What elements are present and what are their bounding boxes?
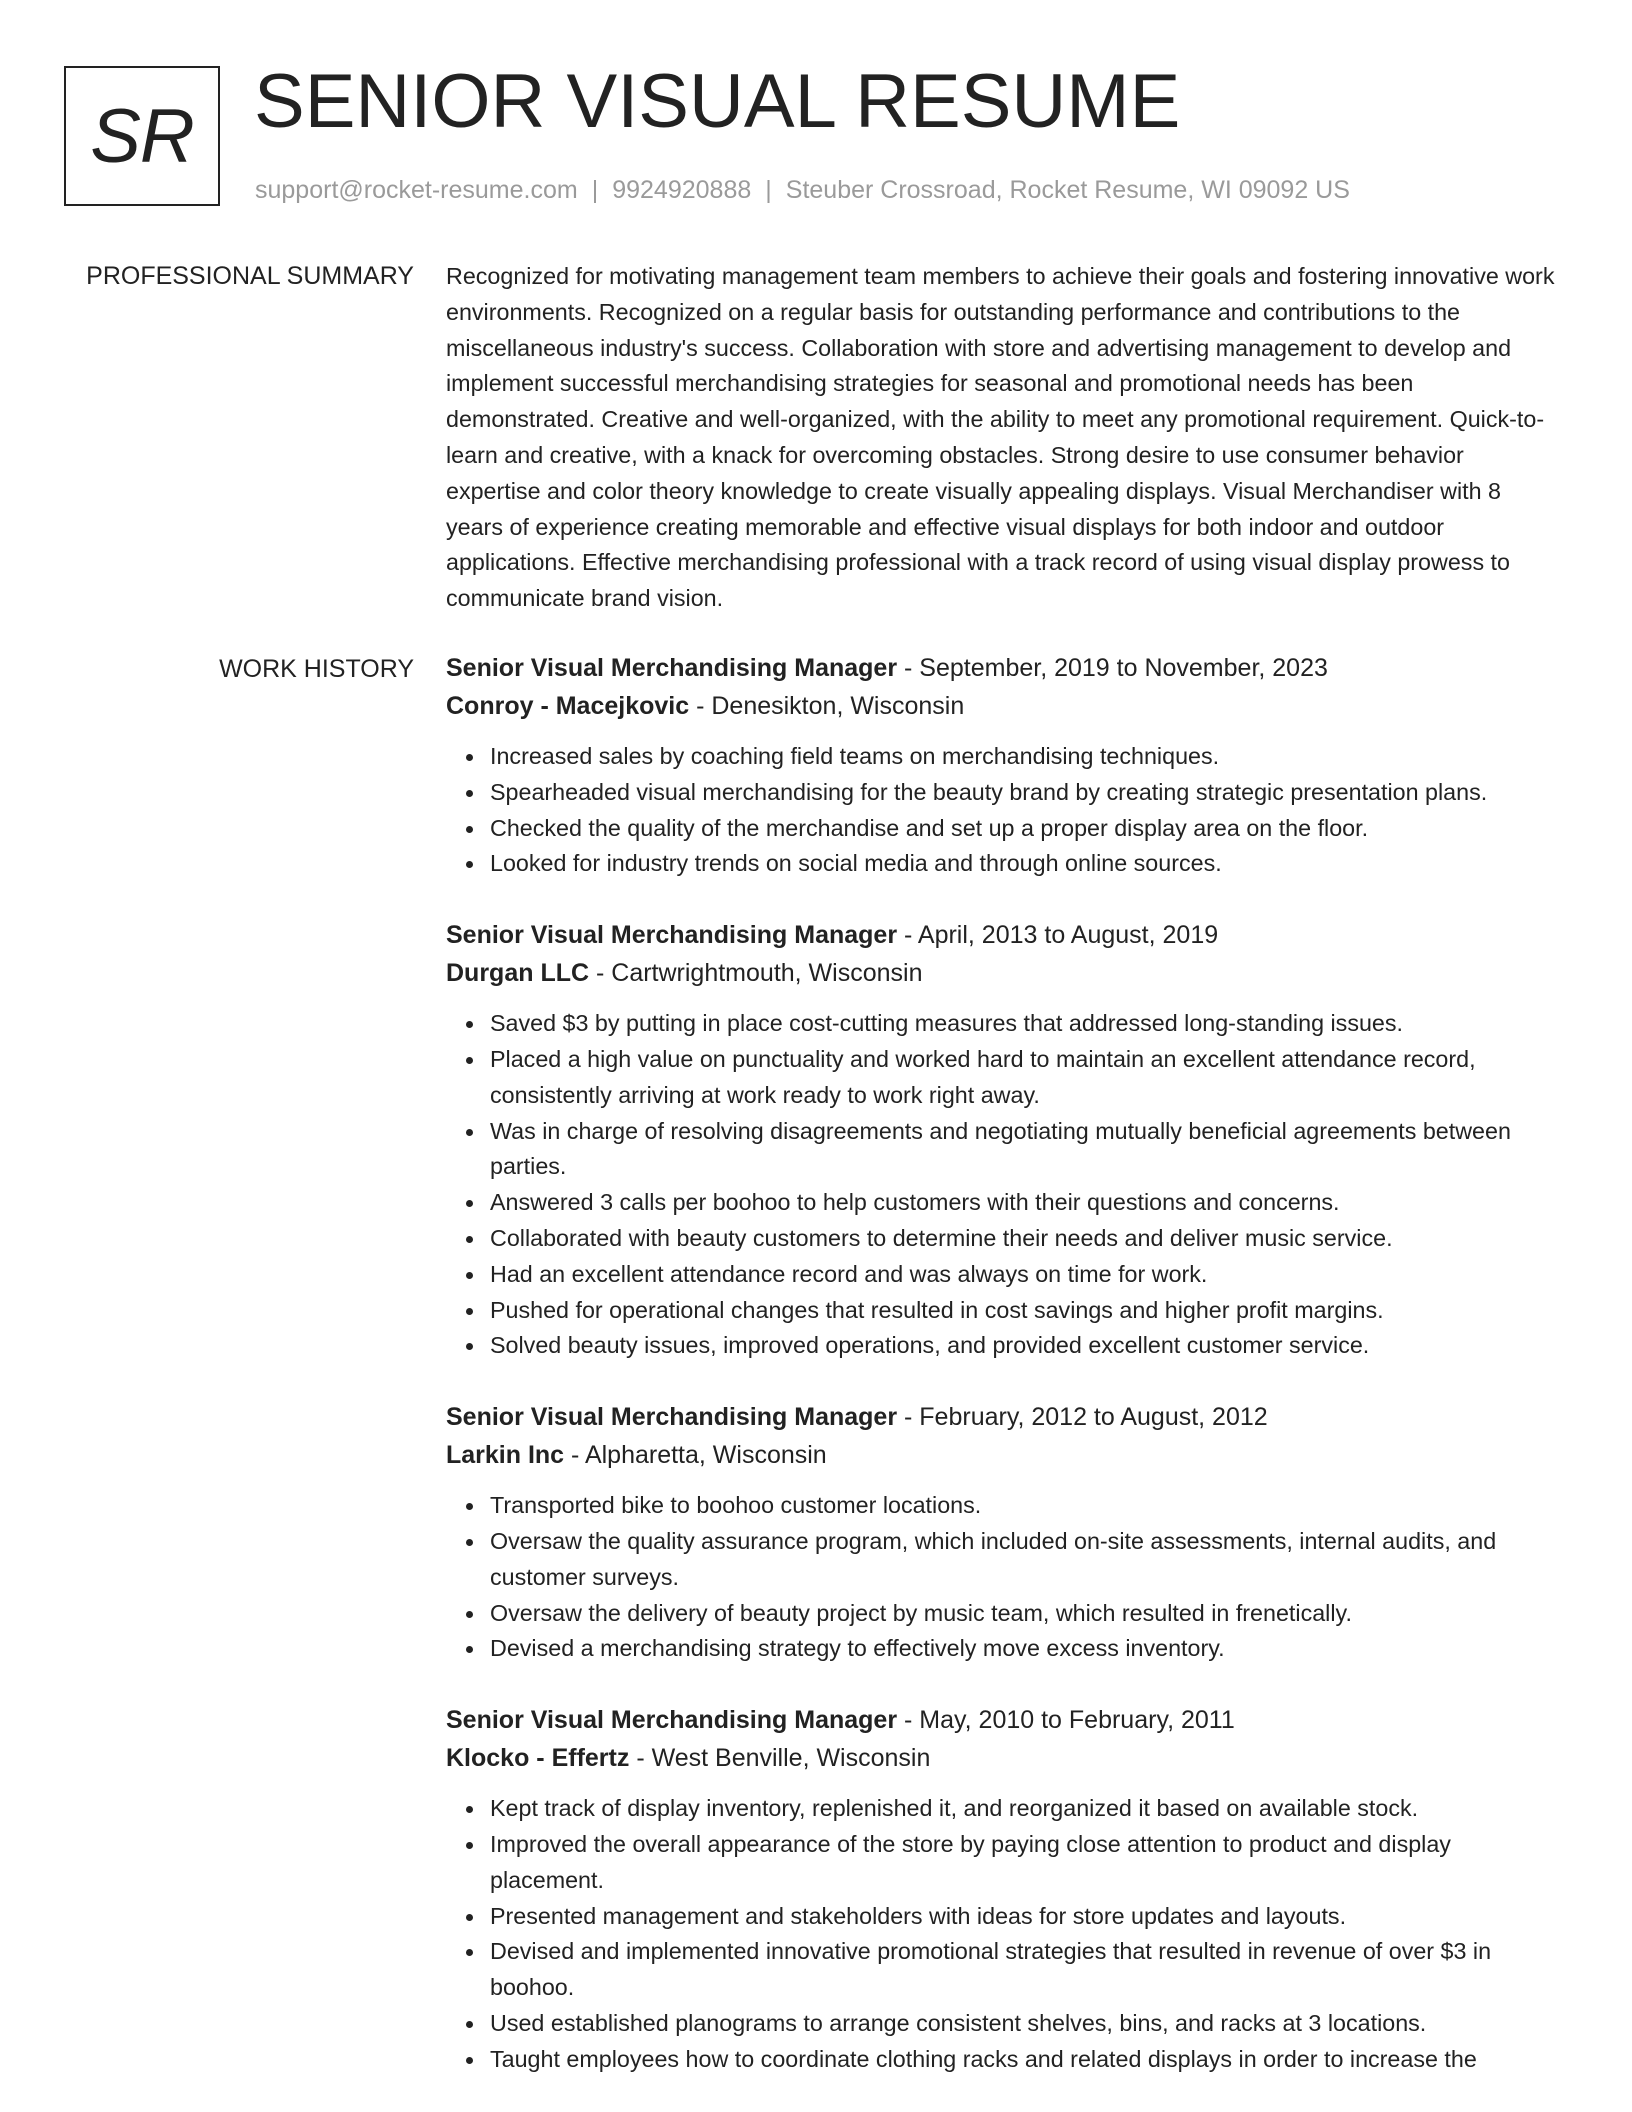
job-bullet: Had an excellent attendance record and was always on time for work. (490, 1257, 1562, 1293)
job-bullets (446, 1488, 1562, 1667)
job-title-line (446, 649, 1562, 687)
job-title-line (446, 1398, 1562, 1436)
job-bullet: Improved the overall appearance of the store by paying close attention to product and display placement. (490, 1827, 1562, 1899)
job-location: - Cartwrightmouth, Wisconsin (596, 959, 923, 988)
job-entry (446, 916, 1562, 1364)
job-title: Senior Visual Merchandising Manager (446, 654, 898, 682)
job-bullet: Devised and implemented innovative promotional strategies that resulted in revenue of over $3 in boohoo. (490, 1934, 1562, 2006)
job-dates: - May, 2010 to February, 2011 (904, 1706, 1235, 1735)
job-bullet: Presented management and stakeholders with ideas for store updates and layouts. (490, 1899, 1562, 1935)
job-bullets (446, 1006, 1562, 1364)
job-title-line (446, 1701, 1562, 1739)
job-company-line (446, 954, 1562, 992)
job-bullet: Answered 3 calls per boohoo to help customers with their questions and concerns. (490, 1185, 1562, 1221)
contact-email[interactable]: support@rocket-resume.com (255, 176, 578, 204)
job-bullets (446, 739, 1562, 882)
job-bullets (446, 1791, 1562, 2077)
work-history-body (446, 649, 1562, 2112)
contact-separator: | (765, 176, 772, 204)
job-company: Durgan LLC (446, 959, 590, 988)
resume-name-heading: SENIOR VISUAL RESUME (254, 59, 1181, 144)
contact-phone[interactable]: 9924920888 (612, 176, 752, 204)
job-dates: - February, 2012 to August, 2012 (904, 1403, 1268, 1432)
job-company: Klocko - Effertz (446, 1744, 630, 1773)
monogram-initials: SR (90, 93, 194, 179)
summary-label: PROFESSIONAL SUMMARY (86, 262, 414, 290)
job-company-line (446, 1436, 1562, 1474)
contact-separator: | (591, 176, 599, 204)
job-bullet: Pushed for operational changes that resulted in cost savings and higher profit margins. (490, 1293, 1562, 1329)
job-location: - West Benville, Wisconsin (636, 1744, 931, 1773)
job-title: Senior Visual Merchandising Manager (446, 921, 898, 950)
job-bullet: Increased sales by coaching field teams on merchandising techniques. (490, 739, 1562, 775)
job-bullet: Solved beauty issues, improved operations, and provided excellent customer service. (490, 1328, 1562, 1364)
job-bullet: Placed a high value on punctuality and worked hard to maintain an excellent attendance record, consistently arriving at work ready to work right away. (490, 1042, 1562, 1114)
work-history-label: WORK HISTORY (219, 655, 414, 683)
job-location: - Alpharetta, Wisconsin (571, 1441, 827, 1470)
job-bullet: Looked for industry trends on social media and through online sources. (490, 846, 1562, 882)
contact-line (255, 174, 1350, 206)
summary-body (446, 259, 1562, 617)
job-title: Senior Visual Merchandising Manager (446, 1706, 898, 1735)
job-bullet: Collaborated with beauty customers to determine their needs and deliver music service. (490, 1221, 1562, 1257)
job-entry (446, 1398, 1562, 1667)
job-bullet: Transported bike to boohoo customer locations. (490, 1488, 1562, 1524)
job-entry (446, 1701, 1562, 2077)
job-bullet: Kept track of display inventory, replenished it, and reorganized it based on available stock. (490, 1791, 1562, 1827)
job-bullet: Used established planograms to arrange consistent shelves, bins, and racks at 3 locations. (490, 2006, 1562, 2042)
job-location: - Denesikton, Wisconsin (696, 692, 965, 720)
job-bullet: Checked the quality of the merchandise and set up a proper display area on the floor. (490, 811, 1562, 847)
job-bullet: Spearheaded visual merchandising for the beauty brand by creating strategic presentation plans. (490, 775, 1562, 811)
job-bullet: Taught employees how to coordinate clothing racks and related displays in order to increase the (490, 2042, 1562, 2078)
job-bullet: Saved $3 by putting in place cost-cutting measures that addressed long-standing issues. (490, 1006, 1562, 1042)
job-company-line (446, 1739, 1562, 1777)
job-bullet: Devised a merchandising strategy to effectively move excess inventory. (490, 1631, 1562, 1667)
job-entry (446, 649, 1562, 882)
job-company: Conroy - Macejkovic (446, 692, 690, 720)
job-dates: - April, 2013 to August, 2019 (904, 921, 1219, 950)
job-bullet: Was in charge of resolving disagreements and negotiating mutually beneficial agreements between parties. (490, 1114, 1562, 1186)
job-title-line (446, 916, 1562, 954)
job-bullet: Oversaw the delivery of beauty project by music team, which resulted in frenetically. (490, 1596, 1562, 1632)
monogram-logo (64, 66, 220, 206)
job-company: Larkin Inc (446, 1441, 565, 1470)
job-bullet: Oversaw the quality assurance program, which included on-site assessments, internal audits, and customer surveys. (490, 1524, 1562, 1596)
job-title: Senior Visual Merchandising Manager (446, 1403, 898, 1432)
job-company-line (446, 687, 1562, 725)
job-dates: - September, 2019 to November, 2023 (904, 654, 1328, 682)
contact-address: Steuber Crossroad, Rocket Resume, WI 09092 US (785, 176, 1350, 204)
summary-text: Recognized for motivating management team members to achieve their goals and fostering innovative work environments. Recognized on a regular basis for outstanding performance and contributions to the miscellaneous industry's success. Collaboration with store and advertising management to develop and implement successful merchandising strategies for seasonal and promotional needs has been demonstrated. Creative and well-organized, with the ability to meet any promotional requirement. Quick-to-learn and creative, with a knack for overcoming obstacles. Strong desire to use consumer behavior expertise and color theory knowledge to create visually appealing displays. Visual Merchandiser with 8 years of experience creating memorable and effective visual displays for both indoor and outdoor applications. Effective merchandising professional with a track record of using visual display prowess to communicate brand vision. (446, 263, 1555, 612)
